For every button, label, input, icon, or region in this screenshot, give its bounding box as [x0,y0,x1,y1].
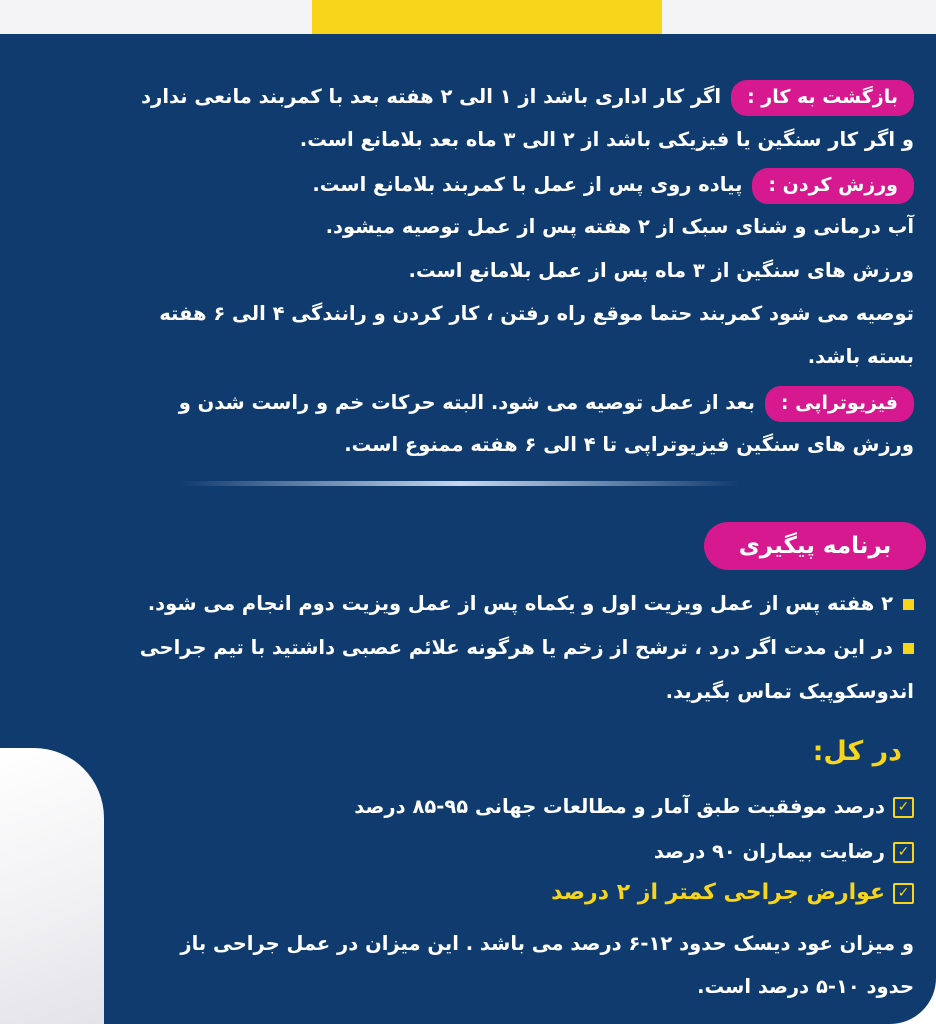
summary-item-2 [654,836,914,868]
section-divider [180,481,740,486]
summary-note-line-1: و میزان عود دیسک حدود ۱۲-۶ درصد می باشد . این میزان در عمل جراحی باز [180,932,914,955]
exercise-line-3: ورزش های سنگین از ۳ ماه پس از عمل بلامانع است. [408,259,914,282]
followup-item-2 [140,632,914,664]
bullet-square-icon [903,643,914,654]
exercise-line-1 [312,168,914,204]
exercise-line-4: توصیه می شود کمربند حتما موقع راه رفتن ، کار کردن و رانندگی ۴ الی ۶ هفته [159,302,914,325]
summary-title: در کل: [812,736,902,767]
checkbox-checked-icon: ✓ [893,883,914,904]
bullet-square-icon [903,599,914,610]
checkbox-checked-icon: ✓ [893,797,914,818]
followup-item-2-continued: اندوسکوپیک تماس بگیرید. [665,680,914,703]
physio-label: فیزیوتراپی : [765,386,914,422]
followup-heading: برنامه پیگیری [704,522,926,570]
physio-text-1: بعد از عمل توصیه می شود. البته حرکات خم و راست شدن و [178,391,755,414]
followup-item-1-text: ۲ هفته پس از عمل ویزیت اول و یکماه پس از عمل ویزیت دوم انجام می شود. [147,592,893,615]
return-to-work-text-1: اگر کار اداری باشد از ۱ الی ۲ هفته بعد با کمربند مانعی ندارد [141,85,722,108]
yellow-tab [312,0,662,34]
physio-line-1 [179,386,914,422]
physio-line-2: ورزش های سنگین فیزیوتراپی تا ۴ الی ۶ هفته ممنوع است. [344,433,914,456]
followup-item-1 [148,588,914,620]
return-to-work-line-1 [141,80,914,116]
exercise-line-2: آب درمانی و شنای سبک از ۲ هفته پس از عمل توصیه میشود. [325,215,914,238]
summary-note-line-2: حدود ۱۰-۵ درصد است. [697,975,914,998]
checkbox-checked-icon: ✓ [893,842,914,863]
summary-item-2-text: رضایت بیماران ۹۰ درصد [653,840,885,863]
exercise-line-5: بسته باشد. [807,345,914,368]
followup-item-2-text: در این مدت اگر درد ، ترشح از زخم یا هرگونه علائم عصبی داشتید با تیم جراحی [139,636,893,659]
page-curl [0,748,104,1024]
summary-item-1-text: درصد موفقیت طبق آمار و مطالعات جهانی ۹۵-۸۵ درصد [354,795,885,818]
summary-item-3 [551,877,914,909]
return-to-work-line-2: و اگر کار سنگین یا فیزیکی باشد از ۲ الی ۳ ماه بعد بلامانع است. [299,128,914,151]
return-to-work-label: بازگشت به کار : [731,80,914,116]
summary-item-3-text: عوارض جراحی کمتر از ۲ درصد [551,880,885,905]
exercise-text-1: پیاده روی پس از عمل با کمربند بلامانع است. [312,173,743,196]
exercise-label: ورزش کردن : [752,168,914,204]
summary-item-1 [354,791,914,823]
